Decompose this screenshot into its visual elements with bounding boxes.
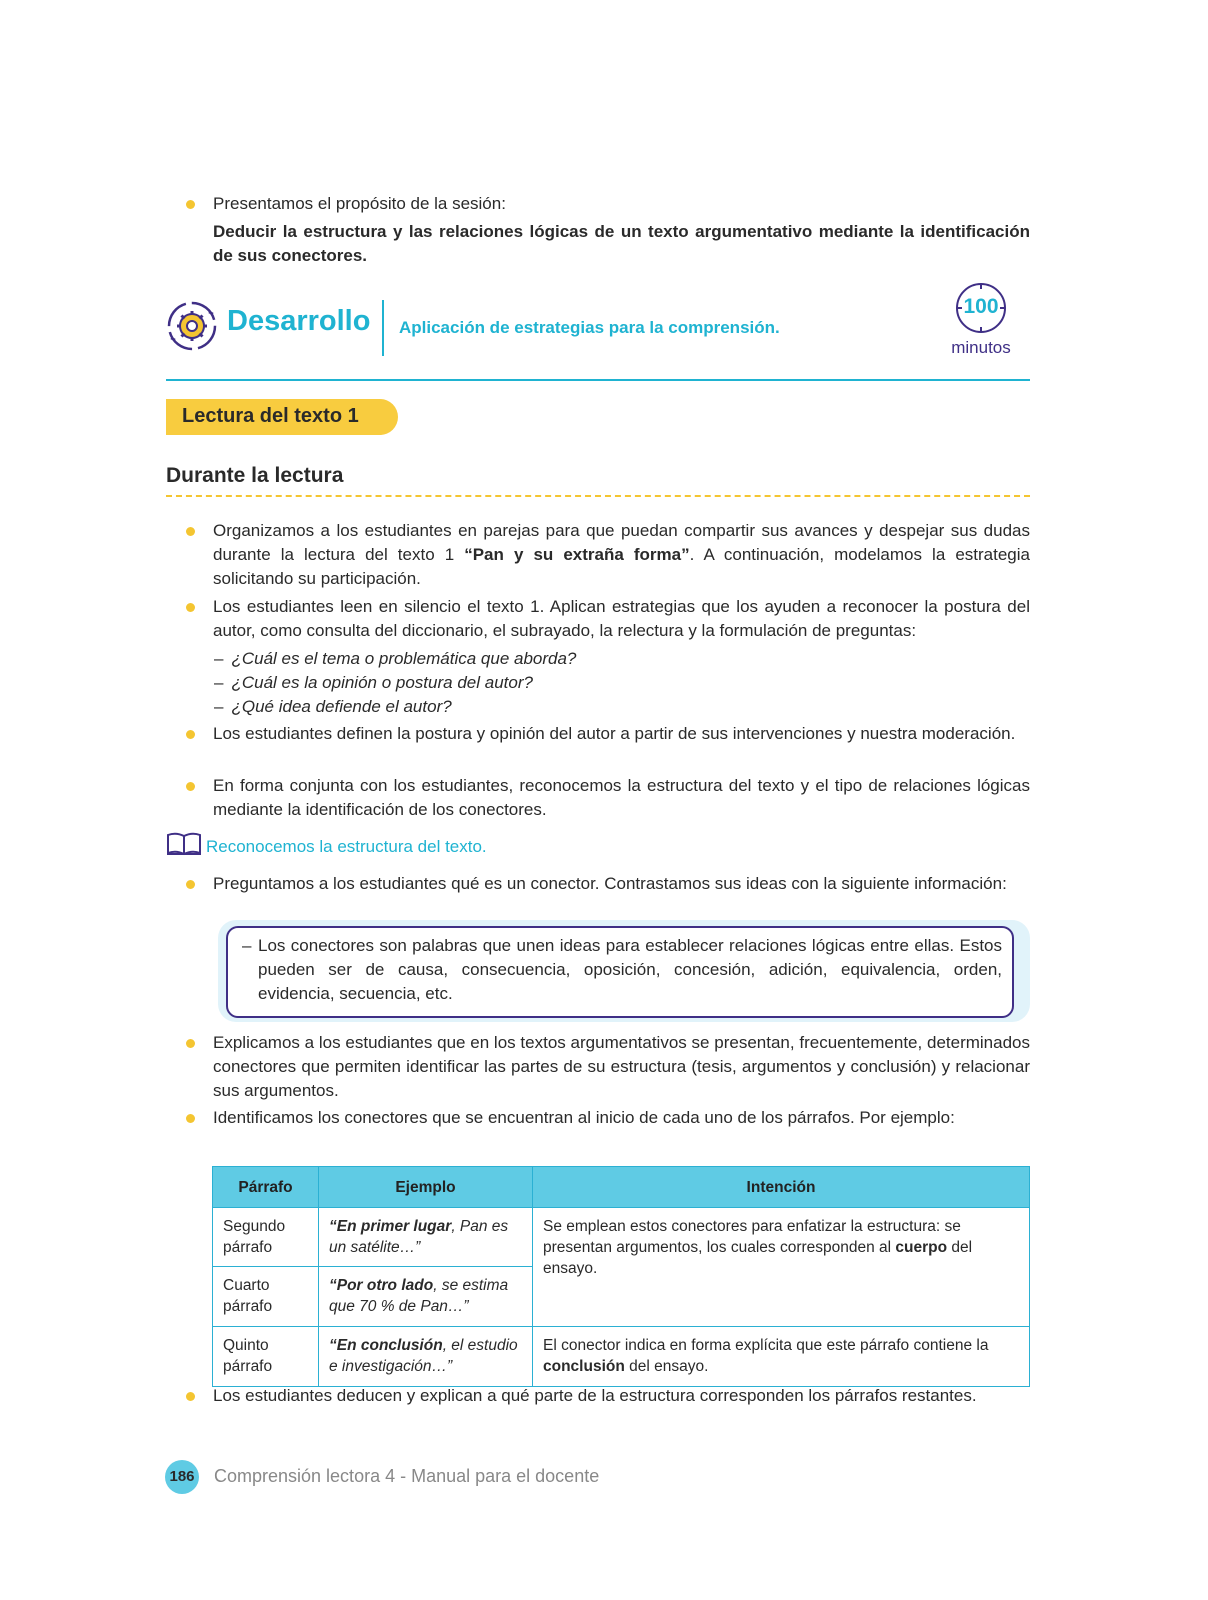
col-header-paragraph: Párrafo bbox=[213, 1167, 319, 1208]
bullet-dot bbox=[186, 782, 195, 791]
example-cell: “Por otro lado, se estima que 70 % de Pan…” bbox=[319, 1267, 533, 1327]
reading-tag-label: Lectura del texto 1 bbox=[182, 405, 359, 427]
bullet-dot bbox=[186, 730, 195, 739]
bullet-dot bbox=[186, 1392, 195, 1401]
definition-box: – Los conectores son palabras que unen ideas para establecer relaciones lógicas entre ellas. Estos pueden ser de causa, consecuencia, oposición, concesión, adición, equivalencia, orden, evidencia, secuencia, etc. bbox=[218, 920, 1030, 1022]
page-number-badge bbox=[165, 1460, 199, 1494]
col-header-intent: Intención bbox=[533, 1167, 1030, 1208]
list-item: Preguntamos a los estudiantes qué es un conector. Contrastamos sus ideas con la siguiente información: bbox=[186, 872, 1030, 896]
table-header-row bbox=[213, 1167, 1030, 1208]
bullet-dot bbox=[186, 1039, 195, 1048]
section-divider bbox=[382, 300, 384, 356]
list-item: En forma conjunta con los estudiantes, reconocemos la estructura del texto y el tipo de relaciones lógicas mediante la identificación de los conectores. bbox=[186, 774, 1030, 822]
paragraph-cell: Quinto párrafo bbox=[213, 1327, 319, 1387]
definition-text: Los conectores son palabras que unen ideas para establecer relaciones lógicas entre ellas. Estos pueden ser de causa, consecuencia, oposición, concesión, adición, equivalencia, orden, evidencia, secuencia, etc. bbox=[258, 936, 1002, 1003]
table-row bbox=[213, 1208, 1030, 1267]
intent-cell: El conector indica en forma explícita que este párrafo contiene la conclusión del ensayo. bbox=[533, 1327, 1030, 1387]
list-item: Los estudiantes deducen y explican a qué parte de la estructura corresponden los párrafos restantes. bbox=[186, 1384, 1030, 1408]
bullet-dot bbox=[186, 603, 195, 612]
list-item: Los estudiantes definen la postura y opinión del autor a partir de sus intervenciones y nuestra moderación. bbox=[186, 722, 1030, 746]
bullet-dot bbox=[186, 527, 195, 536]
example-cell: “En conclusión, el estudio e investigación…” bbox=[319, 1327, 533, 1387]
list-item: Los estudiantes leen en silencio el texto 1. Aplican estrategias que los ayuden a reconocer la postura del autor, como consulta del diccionario, el subrayado, la relectura y la formulación de preguntas: bbox=[186, 595, 1030, 643]
book-title: Comprensión lectora 4 - Manual para el docente bbox=[214, 1466, 600, 1486]
question-item: – ¿Qué idea defiende el autor? bbox=[214, 697, 452, 716]
list-item: Organizamos a los estudiantes en parejas para que puedan compartir sus avances y despejar sus dudas durante la lectura del texto 1 “Pan y su extraña forma”. A continuación, modelamos la estrategia solicitando su participación. bbox=[186, 519, 1030, 591]
timer-value: 100 bbox=[963, 295, 999, 318]
bullet-dot bbox=[186, 1114, 195, 1123]
question-item: – ¿Cuál es la opinión o postura del autor? bbox=[214, 673, 533, 692]
intent-cell: Se emplean estos conectores para enfatizar la estructura: se presentan argumentos, los cuales corresponden al cuerpo del ensayo. bbox=[533, 1208, 1030, 1327]
structure-link: Reconocemos la estructura del texto. bbox=[206, 837, 487, 856]
subheading: Durante la lectura bbox=[166, 464, 344, 487]
timer-unit: minutos bbox=[951, 338, 1011, 357]
book-icon bbox=[166, 832, 202, 861]
paragraph-cell: Segundo párrafo bbox=[213, 1208, 319, 1267]
paragraph-cell: Cuarto párrafo bbox=[213, 1267, 319, 1327]
timer-icon bbox=[955, 282, 1007, 334]
purpose-block bbox=[186, 192, 1030, 268]
col-header-example: Ejemplo bbox=[319, 1167, 533, 1208]
section-subtitle: Aplicación de estrategias para la comprensión. bbox=[399, 318, 780, 337]
purpose-statement: Deducir la estructura y las relaciones lógicas de un texto argumentativo mediante la identificación de sus conectores. bbox=[213, 222, 1030, 265]
section-title: Desarrollo bbox=[227, 305, 371, 337]
gear-icon bbox=[166, 300, 218, 357]
bullet-dot bbox=[186, 880, 195, 889]
reading-tag bbox=[166, 399, 398, 435]
question-item: – ¿Cuál es el tema o problemática que aborda? bbox=[214, 649, 577, 668]
page-number: 186 bbox=[169, 1468, 195, 1485]
dashed-rule bbox=[166, 495, 1030, 497]
table-row bbox=[213, 1327, 1030, 1387]
bullet-dot bbox=[186, 200, 195, 209]
example-cell: “En primer lugar, Pan es un satélite…” bbox=[319, 1208, 533, 1267]
list-item: Identificamos los conectores que se encuentran al inicio de cada uno de los párrafos. Por ejemplo: bbox=[186, 1106, 1030, 1130]
purpose-intro: Presentamos el propósito de la sesión: bbox=[213, 194, 506, 213]
list-item: Explicamos a los estudiantes que en los textos argumentativos se presentan, frecuentemente, determinados conectores que permiten identificar las partes de su estructura (tesis, argumentos y conclusión) y relacionar sus argumentos. bbox=[186, 1031, 1030, 1103]
connectors-table bbox=[212, 1166, 1030, 1387]
section-rule bbox=[166, 379, 1030, 381]
